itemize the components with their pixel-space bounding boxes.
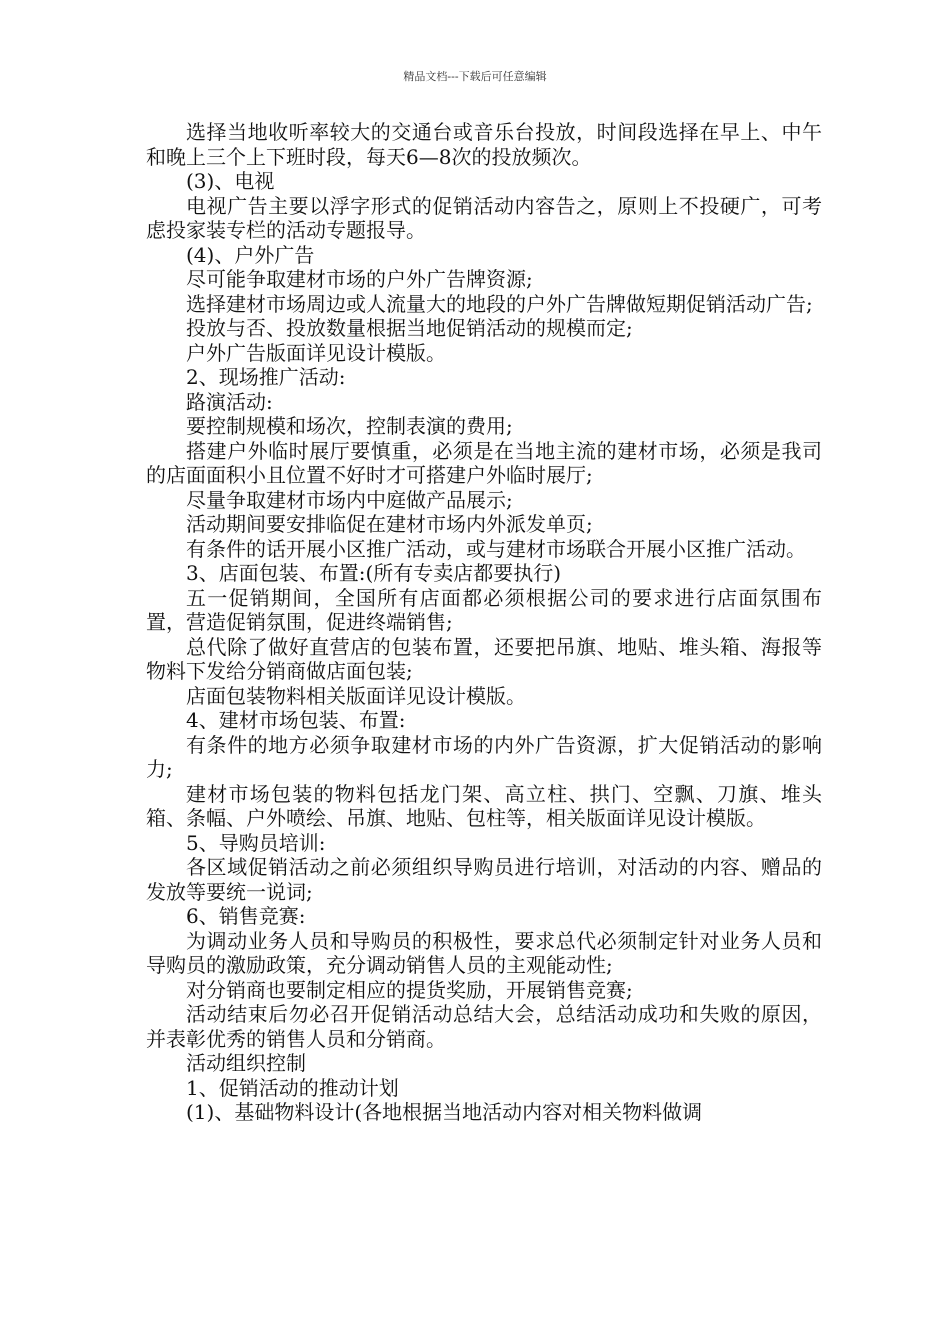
section-heading: 1、促销活动的推动计划 <box>186 1075 399 1100</box>
paragraph: 为调动业务人员和导购员的积极性，要求总代必须制定针对业务人员和导购员的激励政策，充分调动销售人员的主观能动性; <box>146 928 822 977</box>
paragraph: 选择当地收听率较大的交通台或音乐台投放，时间段选择在早上、中午和晚上三个上下班时段，每天6—8次的投放频次。 <box>146 120 822 169</box>
page-header: 精品文档---下载后可任意编辑 <box>403 70 547 83</box>
section-heading: 6、销售竞赛: <box>186 904 306 928</box>
section-heading: 活动组织控制 <box>186 1051 306 1075</box>
section-heading: 3、店面包装、布置:(所有专卖店都要执行) <box>186 561 562 585</box>
paragraph: 有条件的话开展小区推广活动，或与建材市场联合开展小区推广活动。 <box>186 536 806 561</box>
paragraph: 电视广告主要以浮字形式的促销活动内容告之，原则上不投硬广，可考虑投家装专栏的活动专题报导。 <box>146 193 822 242</box>
paragraph: 活动结束后勿必召开促销活动总结大会，总结活动成功和失败的原因，并表彰优秀的销售人员和分销商。 <box>146 1002 822 1051</box>
paragraph: 尽量争取建材市场内中庭做产品展示; <box>186 487 513 512</box>
paragraph: 投放与否、投放数量根据当地促销活动的规模而定; <box>186 316 633 340</box>
section-heading: (3)、电视 <box>186 169 275 193</box>
section-heading: 2、现场推广活动: <box>186 365 346 389</box>
paragraph: 活动期间要安排临促在建材市场内外派发单页; <box>186 512 593 536</box>
paragraph: 尽可能争取建材市场的户外广告牌资源; <box>186 267 533 291</box>
paragraph: 店面包装物料相关版面详见设计模版。 <box>186 683 526 708</box>
section-heading: 4、建材市场包装、布置: <box>186 708 406 732</box>
paragraph: 对分销商也要制定相应的提货奖励，开展销售竞赛; <box>186 977 633 1002</box>
paragraph: (1)、基础物料设计(各地根据当地活动内容对相关物料做调 <box>186 1100 703 1124</box>
paragraph: 有条件的地方必须争取建材市场的内外广告资源，扩大促销活动的影响力; <box>146 732 822 781</box>
document-body <box>146 120 822 1125</box>
paragraph: 总代除了做好直营店的包装布置，还要把吊旗、地贴、堆头箱、海报等物料下发给分销商做店面包装; <box>146 634 822 683</box>
paragraph: 建材市场包装的物料包括龙门架、高立柱、拱门、空飘、刀旗、堆头箱、条幅、户外喷绘、吊旗、地贴、包柱等，相关版面详见设计模版。 <box>146 781 822 830</box>
paragraph: 户外广告版面详见设计模版。 <box>186 340 446 365</box>
paragraph: 五一促销期间，全国所有店面都必须根据公司的要求进行店面氛围布置，营造促销氛围，促进终端销售; <box>146 585 822 634</box>
paragraph: 各区域促销活动之前必须组织导购员进行培训，对活动的内容、赠品的发放等要统一说词; <box>146 855 822 904</box>
paragraph: 搭建户外临时展厅要慎重，必须是在当地主流的建材市场，必须是我司的店面面积小且位置不好时才可搭建户外临时展厅; <box>146 438 822 487</box>
paragraph: 选择建材市场周边或人流量大的地段的户外广告牌做短期促销活动广告; <box>186 291 813 316</box>
section-heading: 5、导购员培训: <box>186 830 326 855</box>
paragraph: 要控制规模和场次，控制表演的费用; <box>186 414 513 438</box>
section-heading: (4)、户外广告 <box>186 242 315 267</box>
paragraph: 路演活动: <box>186 389 273 414</box>
